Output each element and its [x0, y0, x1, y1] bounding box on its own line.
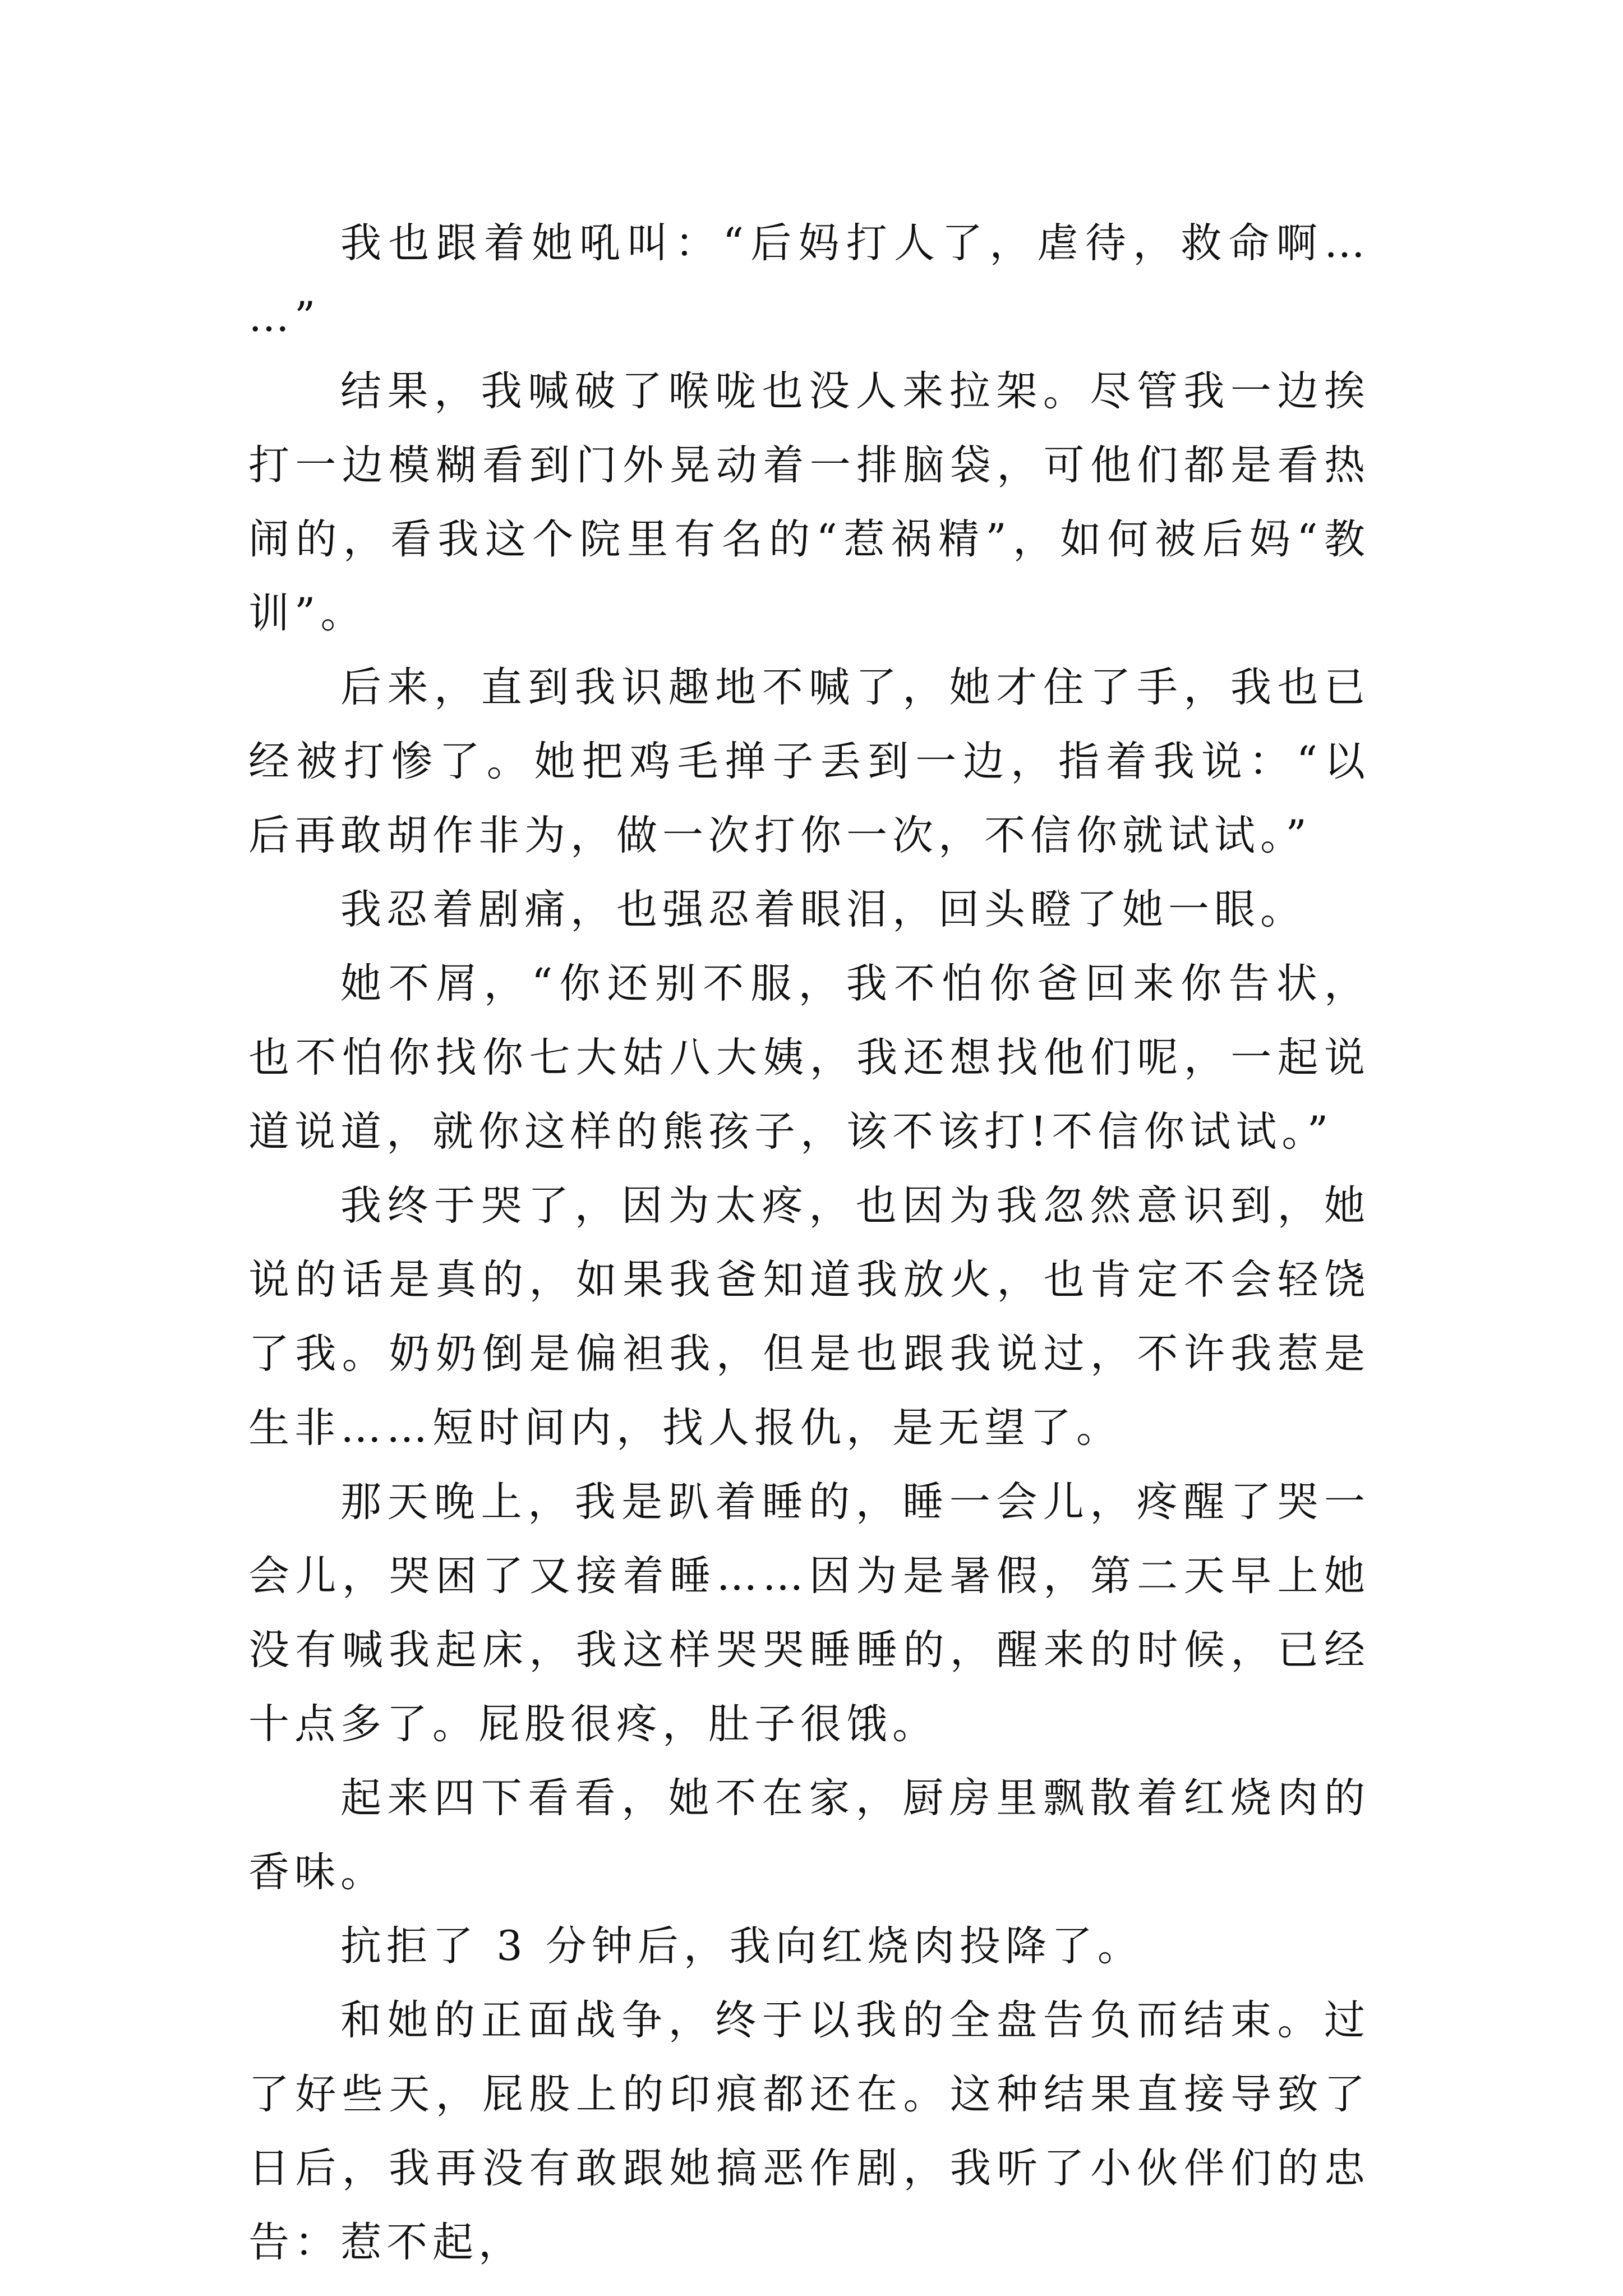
paragraph-1: 我也跟着她吼叫：“后妈打人了，虐待，救命啊……”: [248, 219, 1370, 341]
paragraph-8: 起来四下看看，她不在家，厨房里飘散着红烧肉的香味。: [248, 1774, 1370, 1896]
paragraph-7: 那天晚上，我是趴着睡的，睡一会儿，疼醒了哭一会儿，哭困了又接着睡……因为是暑假，第二天早上她没有喊我起床，我这样哭哭睡睡的，醒来的时候，已经十点多了。屁股很疼，肚子很饿。: [248, 1478, 1370, 1748]
paragraph-2: 结果，我喊破了喉咙也没人来拉架。尽管我一边挨打一边模糊看到门外晃动着一排脑袋，可他们都是看热闹的，看我这个院里有名的“惹祸精”，如何被后妈“教训”。: [248, 367, 1370, 637]
body-text: [248, 206, 1370, 2280]
paragraph-10: 和她的正面战争，终于以我的全盘告负而结束。过了好些天，屁股上的印痕都还在。这种结果直接导致了日后，我再没有敢跟她搞恶作剧，我听了小伙伴们的忠告：惹不起，: [248, 1996, 1370, 2266]
paragraph-6: 我终于哭了，因为太疼，也因为我忽然意识到，她说的话是真的，如果我爸知道我放火，也肯定不会轻饶了我。奶奶倒是偏袒我，但是也跟我说过，不许我惹是生非……短时间内，找人报仇，是无望了。: [248, 1182, 1370, 1452]
paragraph-5: 她不屑，“你还别不服，我不怕你爸回来你告状，也不怕你找你七大姑八大姨，我还想找他们呢，一起说道说道，就你这样的熊孩子，该不该打!不信你试试。”: [248, 960, 1370, 1156]
paragraph-4: 我忍着剧痛，也强忍着眼泪，回头瞪了她一眼。: [340, 886, 1306, 933]
paragraph-3: 后来，直到我识趣地不喊了，她才住了手，我也已经被打惨了。她把鸡毛掸子丢到一边，指着我说：“以后再敢胡作非为，做一次打你一次，不信你就试试。”: [248, 664, 1370, 859]
paragraph-9: 抗拒了 3 分钟后，我向红烧肉投降了。: [340, 1922, 1144, 1970]
